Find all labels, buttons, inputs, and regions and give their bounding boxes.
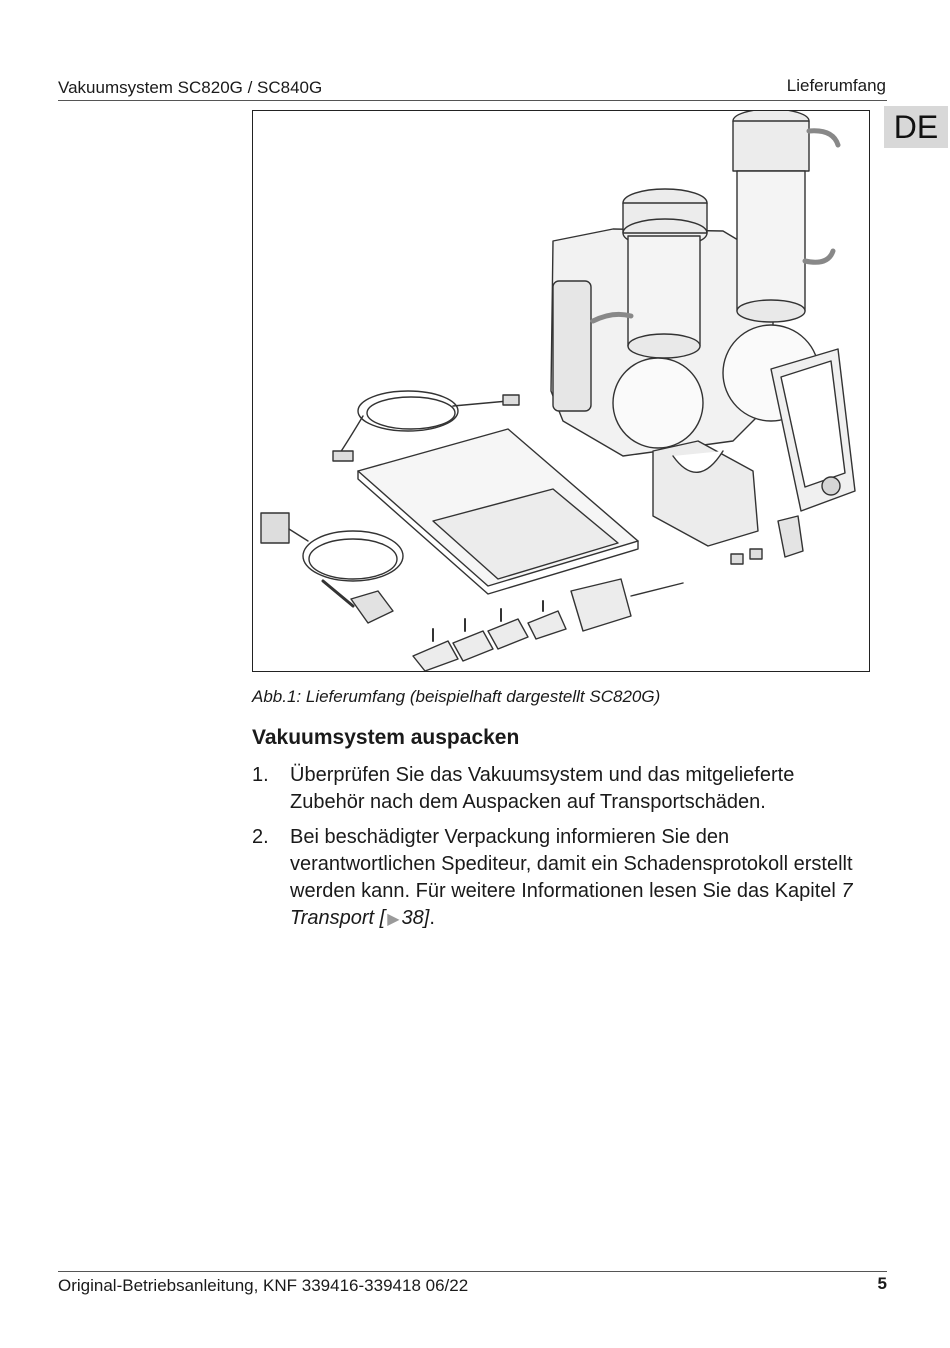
scope-of-delivery-figure: [252, 110, 870, 672]
step-number: 1.: [252, 764, 269, 786]
step-text-main: Bei beschädigter Verpackung informieren Sie den verantwortlichen Spediteur, damit ein Schadensprotokoll erstellt werden kann. Für weitere Informationen lesen Sie das Kapitel: [290, 826, 853, 902]
product-illustration: [253, 111, 869, 671]
chapter-reference-text: 7 Transport [: [290, 880, 853, 929]
page-reference-arrow-icon: ▶: [387, 911, 400, 928]
footer-document-id: Original-Betriebsanleitung, KNF 339416-339418 06/22: [58, 1276, 469, 1295]
header-title: Vakuumsystem SC820G / SC840G: [58, 78, 323, 97]
figure-caption: Abb.1: Lieferumfang (beispielhaft dargestellt SC820G): [252, 687, 661, 706]
chapter-reference-page: 38]: [401, 907, 430, 929]
step-item: [252, 762, 872, 816]
step-text-end: .: [429, 907, 435, 929]
step-number: 2.: [252, 826, 269, 848]
step-text: Überprüfen Sie das Vakuumsystem und das mitgelieferte Zubehör nach dem Auspacken auf Transportschäden.: [290, 764, 795, 813]
page-number: 5: [877, 1274, 887, 1293]
section-heading: Vakuumsystem auspacken: [252, 726, 520, 749]
step-item: [252, 824, 872, 933]
header-divider: [58, 100, 887, 101]
unpacking-steps: [252, 762, 872, 941]
step-text: [290, 824, 872, 933]
footer-divider: [58, 1271, 887, 1272]
header-section: Lieferumfang: [786, 76, 886, 95]
language-tab: DE: [884, 106, 948, 148]
